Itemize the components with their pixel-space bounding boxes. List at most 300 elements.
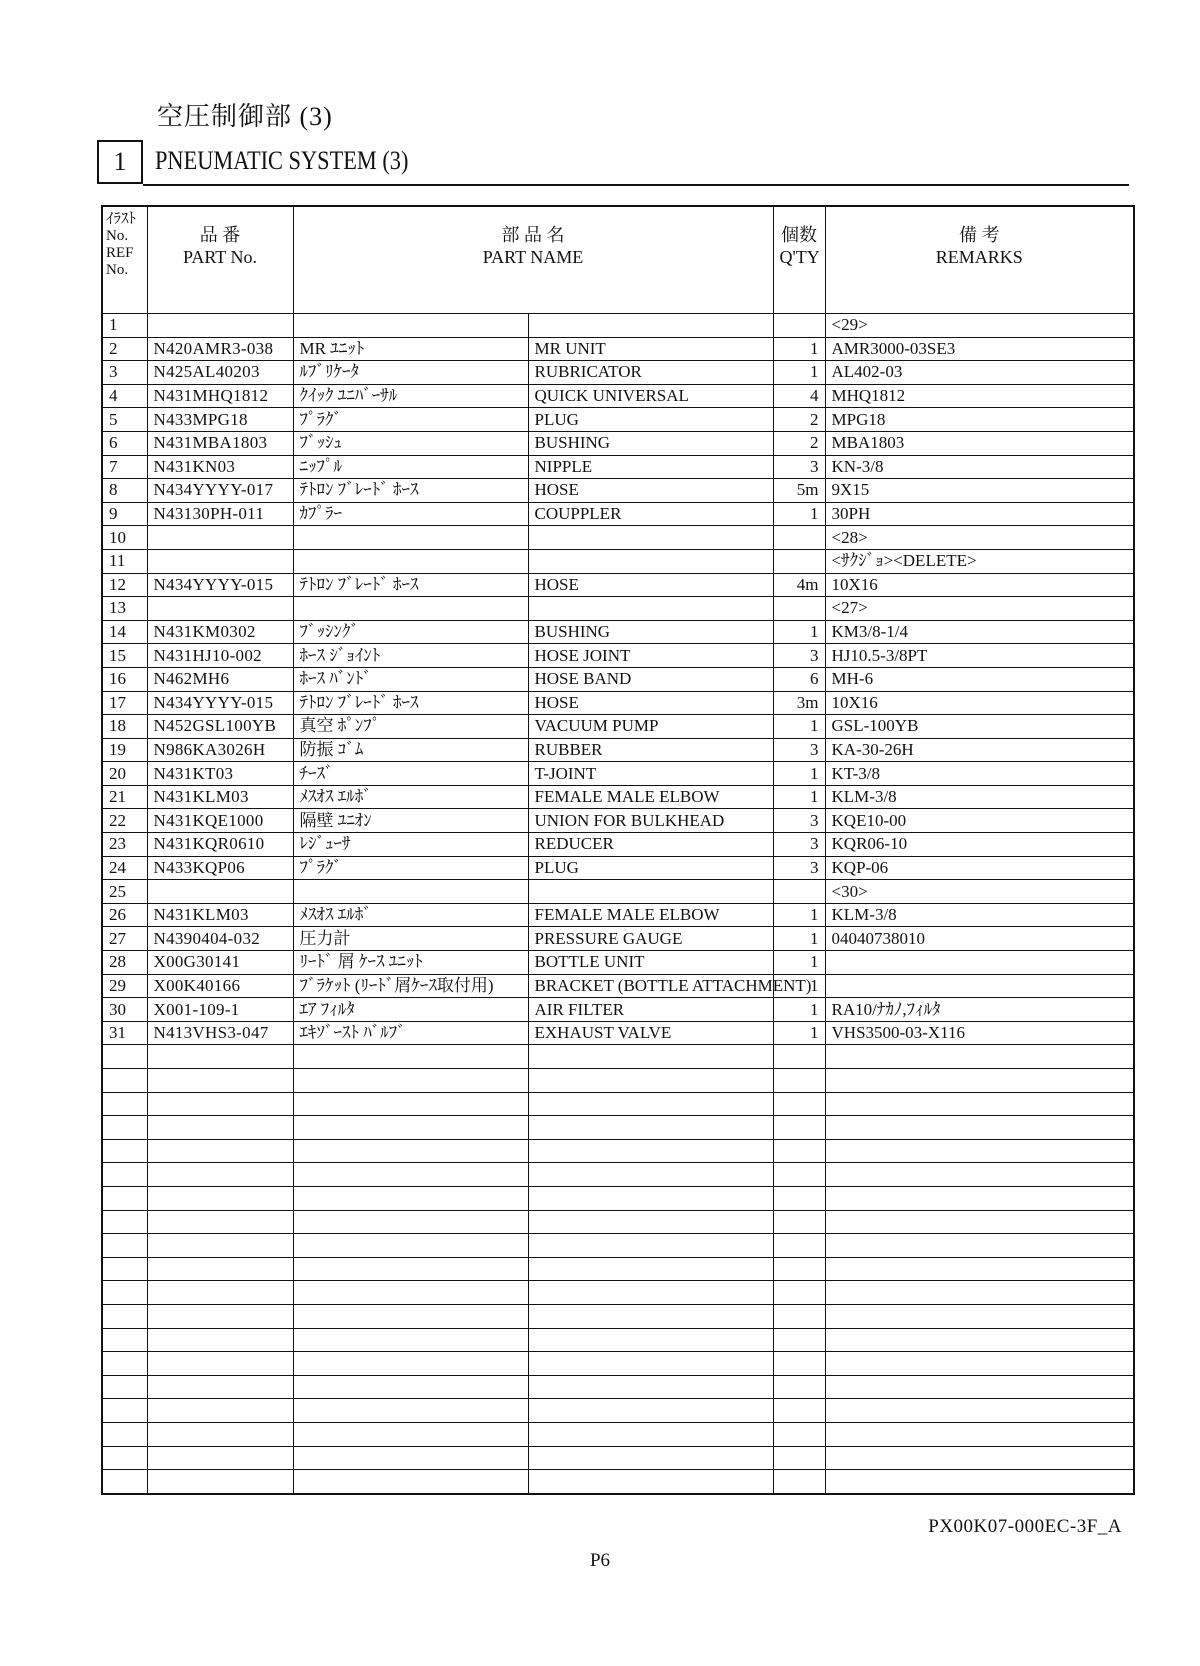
- part-name-jp-cell: ﾌﾞﾗｹｯﾄ (ﾘｰﾄﾞ屑ｹｰｽ取付用): [293, 974, 528, 998]
- part-no-cell: N420AMR3-038: [147, 337, 293, 361]
- qty-cell: 3: [773, 644, 825, 668]
- empty-cell: [773, 1116, 825, 1140]
- empty-cell: [773, 1210, 825, 1234]
- ref-cell: 11: [102, 549, 147, 573]
- empty-cell: [825, 1352, 1134, 1376]
- title-underline: [143, 184, 1129, 186]
- qty-cell: [773, 526, 825, 550]
- part-name-jp-cell: ﾒｽｵｽ ｴﾙﾎﾞ: [293, 785, 528, 809]
- empty-cell: [528, 1234, 773, 1258]
- empty-table-row: [102, 1045, 1134, 1069]
- ref-cell: 7: [102, 455, 147, 479]
- remarks-cell: MH-6: [825, 667, 1134, 691]
- empty-cell: [773, 1422, 825, 1446]
- table-row: [102, 762, 1134, 786]
- document-code: PX00K07-000EC-3F_A: [928, 1516, 1122, 1537]
- ref-cell: 25: [102, 880, 147, 904]
- part-name-en-cell: FEMALE MALE ELBOW: [528, 903, 773, 927]
- empty-table-row: [102, 1139, 1134, 1163]
- remarks-cell: 10X16: [825, 691, 1134, 715]
- part-name-jp-cell: ﾁｰｽﾞ: [293, 762, 528, 786]
- empty-table-row: [102, 1446, 1134, 1470]
- qty-cell: 3: [773, 856, 825, 880]
- empty-table-row: [102, 1092, 1134, 1116]
- parts-list-table: [101, 205, 1135, 1495]
- empty-cell: [293, 1399, 528, 1423]
- qty-cell: 2: [773, 408, 825, 432]
- remarks-cell: KQP-06: [825, 856, 1134, 880]
- part-name-jp-cell: [293, 314, 528, 338]
- empty-cell: [528, 1352, 773, 1376]
- part-no-cell: N431KLM03: [147, 903, 293, 927]
- empty-cell: [528, 1304, 773, 1328]
- ref-cell: 20: [102, 762, 147, 786]
- empty-cell: [825, 1210, 1134, 1234]
- table-row: [102, 833, 1134, 857]
- part-name-en-cell: HOSE: [528, 479, 773, 503]
- ref-cell: 9: [102, 502, 147, 526]
- remarks-cell: 9X15: [825, 479, 1134, 503]
- table-row: [102, 314, 1134, 338]
- part-name-jp-cell: [293, 597, 528, 621]
- part-name-header: 部 品 名 PART NAME: [293, 206, 773, 314]
- empty-cell: [528, 1092, 773, 1116]
- qty-cell: 1: [773, 998, 825, 1022]
- section-number-box: 1: [97, 140, 143, 184]
- empty-cell: [147, 1422, 293, 1446]
- empty-cell: [825, 1116, 1134, 1140]
- table-row: [102, 620, 1134, 644]
- ref-cell: 6: [102, 431, 147, 455]
- remarks-cell: 30PH: [825, 502, 1134, 526]
- ref-cell: 29: [102, 974, 147, 998]
- qty-cell: 1: [773, 1021, 825, 1045]
- part-name-en-cell: PRESSURE GAUGE: [528, 927, 773, 951]
- ref-cell: 28: [102, 951, 147, 975]
- ref-cell: 19: [102, 738, 147, 762]
- empty-cell: [528, 1422, 773, 1446]
- part-name-en-cell: QUICK UNIVERSAL: [528, 384, 773, 408]
- empty-cell: [773, 1446, 825, 1470]
- part-name-jp-cell: ﾆｯﾌﾟﾙ: [293, 455, 528, 479]
- part-no-cell: N433MPG18: [147, 408, 293, 432]
- empty-cell: [825, 1069, 1134, 1093]
- empty-cell: [102, 1470, 147, 1494]
- part-name-jp-cell: ｶﾌﾟﾗｰ: [293, 502, 528, 526]
- part-no-cell: N434YYYY-015: [147, 573, 293, 597]
- qty-cell: [773, 549, 825, 573]
- empty-cell: [293, 1045, 528, 1069]
- empty-cell: [102, 1446, 147, 1470]
- remarks-header: 備 考 REMARKS: [825, 206, 1134, 314]
- ref-cell: 2: [102, 337, 147, 361]
- empty-cell: [147, 1352, 293, 1376]
- remarks-cell: AMR3000-03SE3: [825, 337, 1134, 361]
- empty-cell: [102, 1257, 147, 1281]
- qty-cell: 1: [773, 974, 825, 998]
- empty-cell: [825, 1328, 1134, 1352]
- remarks-cell: KA-30-26H: [825, 738, 1134, 762]
- page-title-japanese: 空圧制御部 (3): [157, 102, 333, 131]
- empty-cell: [773, 1139, 825, 1163]
- empty-cell: [293, 1163, 528, 1187]
- part-name-en-cell: EXHAUST VALVE: [528, 1021, 773, 1045]
- remarks-cell: HJ10.5-3/8PT: [825, 644, 1134, 668]
- part-name-en-cell: RUBBER: [528, 738, 773, 762]
- qty-cell: 3: [773, 809, 825, 833]
- qty-cell: 1: [773, 620, 825, 644]
- empty-cell: [528, 1328, 773, 1352]
- table-row: [102, 408, 1134, 432]
- part-no-cell: N452GSL100YB: [147, 715, 293, 739]
- empty-cell: [528, 1375, 773, 1399]
- remarks-cell: KQE10-00: [825, 809, 1134, 833]
- empty-cell: [147, 1116, 293, 1140]
- empty-cell: [293, 1069, 528, 1093]
- table-row: [102, 974, 1134, 998]
- ref-cell: 3: [102, 361, 147, 385]
- qty-header: 個数 Q'TY: [773, 206, 825, 314]
- part-no-cell: N43130PH-011: [147, 502, 293, 526]
- remarks-cell: 04040738010: [825, 927, 1134, 951]
- empty-table-row: [102, 1470, 1134, 1494]
- qty-cell: 3: [773, 455, 825, 479]
- empty-table-row: [102, 1281, 1134, 1305]
- empty-cell: [773, 1234, 825, 1258]
- ref-cell: 26: [102, 903, 147, 927]
- empty-cell: [825, 1375, 1134, 1399]
- table-row: [102, 880, 1134, 904]
- table-row: [102, 856, 1134, 880]
- part-no-cell: [147, 597, 293, 621]
- ref-cell: 12: [102, 573, 147, 597]
- part-name-en-cell: [528, 597, 773, 621]
- ref-cell: 27: [102, 927, 147, 951]
- empty-cell: [147, 1210, 293, 1234]
- empty-cell: [825, 1422, 1134, 1446]
- empty-table-row: [102, 1210, 1134, 1234]
- ref-cell: 24: [102, 856, 147, 880]
- part-name-jp-cell: 防振 ｺﾞﾑ: [293, 738, 528, 762]
- ref-cell: 17: [102, 691, 147, 715]
- empty-cell: [293, 1446, 528, 1470]
- part-no-cell: [147, 526, 293, 550]
- part-no-cell: N431MBA1803: [147, 431, 293, 455]
- table-row: [102, 809, 1134, 833]
- remarks-cell: KT-3/8: [825, 762, 1134, 786]
- part-name-en-cell: MR UNIT: [528, 337, 773, 361]
- empty-cell: [825, 1139, 1134, 1163]
- part-name-jp-cell: ﾎｰｽ ｼﾞｮｲﾝﾄ: [293, 644, 528, 668]
- table-row: [102, 502, 1134, 526]
- part-name-en-cell: BRACKET (BOTTLE ATTACHMENT): [528, 974, 773, 998]
- empty-cell: [773, 1304, 825, 1328]
- ref-cell: 22: [102, 809, 147, 833]
- part-no-cell: N413VHS3-047: [147, 1021, 293, 1045]
- table-row: [102, 644, 1134, 668]
- empty-cell: [147, 1139, 293, 1163]
- empty-cell: [147, 1045, 293, 1069]
- empty-table-row: [102, 1399, 1134, 1423]
- part-no-cell: N425AL40203: [147, 361, 293, 385]
- empty-cell: [102, 1281, 147, 1305]
- empty-cell: [102, 1092, 147, 1116]
- ref-cell: 5: [102, 408, 147, 432]
- empty-cell: [773, 1045, 825, 1069]
- empty-table-row: [102, 1257, 1134, 1281]
- part-no-cell: X00K40166: [147, 974, 293, 998]
- empty-cell: [147, 1375, 293, 1399]
- part-no-cell: N434YYYY-015: [147, 691, 293, 715]
- empty-cell: [147, 1186, 293, 1210]
- remarks-cell: <30>: [825, 880, 1134, 904]
- empty-cell: [825, 1257, 1134, 1281]
- empty-cell: [825, 1304, 1134, 1328]
- empty-cell: [102, 1352, 147, 1376]
- remarks-cell: <ｻｸｼﾞｮ><DELETE>: [825, 549, 1134, 573]
- ref-cell: 8: [102, 479, 147, 503]
- empty-cell: [293, 1352, 528, 1376]
- part-name-jp-cell: [293, 549, 528, 573]
- part-no-cell: [147, 549, 293, 573]
- empty-cell: [825, 1281, 1134, 1305]
- empty-cell: [293, 1092, 528, 1116]
- part-name-en-cell: RUBRICATOR: [528, 361, 773, 385]
- empty-cell: [293, 1186, 528, 1210]
- empty-cell: [825, 1470, 1134, 1494]
- qty-cell: 1: [773, 715, 825, 739]
- part-name-jp-cell: ﾌﾞｯｼｭ: [293, 431, 528, 455]
- table-row: [102, 691, 1134, 715]
- part-no-cell: N431KN03: [147, 455, 293, 479]
- table-row: [102, 667, 1134, 691]
- part-name-en-cell: BUSHING: [528, 431, 773, 455]
- empty-cell: [147, 1257, 293, 1281]
- empty-cell: [102, 1045, 147, 1069]
- empty-cell: [102, 1186, 147, 1210]
- table-row: [102, 455, 1134, 479]
- qty-cell: 5m: [773, 479, 825, 503]
- ref-cell: 10: [102, 526, 147, 550]
- empty-cell: [825, 1446, 1134, 1470]
- page-title-english: PNEUMATIC SYSTEM (3): [155, 146, 409, 175]
- qty-cell: 4m: [773, 573, 825, 597]
- part-name-en-cell: HOSE JOINT: [528, 644, 773, 668]
- table-row: [102, 715, 1134, 739]
- empty-cell: [528, 1116, 773, 1140]
- part-no-cell: [147, 880, 293, 904]
- qty-cell: [773, 314, 825, 338]
- part-name-en-cell: VACUUM PUMP: [528, 715, 773, 739]
- part-name-en-cell: AIR FILTER: [528, 998, 773, 1022]
- empty-cell: [773, 1069, 825, 1093]
- ref-cell: 23: [102, 833, 147, 857]
- empty-cell: [528, 1257, 773, 1281]
- empty-cell: [102, 1328, 147, 1352]
- empty-table-row: [102, 1304, 1134, 1328]
- empty-cell: [293, 1116, 528, 1140]
- empty-cell: [102, 1304, 147, 1328]
- empty-cell: [147, 1281, 293, 1305]
- ref-cell: 13: [102, 597, 147, 621]
- remarks-cell: MBA1803: [825, 431, 1134, 455]
- empty-table-row: [102, 1328, 1134, 1352]
- empty-table-row: [102, 1163, 1134, 1187]
- empty-cell: [825, 1234, 1134, 1258]
- part-name-jp-cell: ﾃﾄﾛﾝ ﾌﾞﾚｰﾄﾞ ﾎｰｽ: [293, 573, 528, 597]
- part-no-cell: N431KLM03: [147, 785, 293, 809]
- remarks-cell: KM3/8-1/4: [825, 620, 1134, 644]
- table-row: [102, 573, 1134, 597]
- remarks-cell: <28>: [825, 526, 1134, 550]
- remarks-cell: KQR06-10: [825, 833, 1134, 857]
- table-row: [102, 998, 1134, 1022]
- remarks-cell: KLM-3/8: [825, 785, 1134, 809]
- empty-cell: [528, 1210, 773, 1234]
- table-row: [102, 384, 1134, 408]
- ref-cell: 14: [102, 620, 147, 644]
- empty-cell: [293, 1257, 528, 1281]
- ref-cell: 21: [102, 785, 147, 809]
- remarks-cell: KN-3/8: [825, 455, 1134, 479]
- parts-list-body: [102, 314, 1134, 1494]
- ref-cell: 16: [102, 667, 147, 691]
- empty-cell: [147, 1304, 293, 1328]
- part-name-jp-cell: [293, 526, 528, 550]
- empty-cell: [528, 1281, 773, 1305]
- ref-cell: 31: [102, 1021, 147, 1045]
- remarks-cell: AL402-03: [825, 361, 1134, 385]
- remarks-cell: MHQ1812: [825, 384, 1134, 408]
- part-name-jp-cell: ﾃﾄﾛﾝ ﾌﾞﾚｰﾄﾞ ﾎｰｽ: [293, 479, 528, 503]
- qty-cell: 3m: [773, 691, 825, 715]
- table-row: [102, 597, 1134, 621]
- empty-cell: [102, 1210, 147, 1234]
- part-name-en-cell: [528, 549, 773, 573]
- qty-cell: 1: [773, 337, 825, 361]
- empty-cell: [528, 1399, 773, 1423]
- qty-cell: 6: [773, 667, 825, 691]
- remarks-cell: 10X16: [825, 573, 1134, 597]
- part-name-en-cell: UNION FOR BULKHEAD: [528, 809, 773, 833]
- ref-cell: 4: [102, 384, 147, 408]
- empty-cell: [293, 1422, 528, 1446]
- part-name-en-cell: NIPPLE: [528, 455, 773, 479]
- part-name-en-cell: [528, 314, 773, 338]
- qty-cell: [773, 597, 825, 621]
- empty-cell: [102, 1399, 147, 1423]
- empty-cell: [825, 1045, 1134, 1069]
- qty-cell: 4: [773, 384, 825, 408]
- empty-table-row: [102, 1375, 1134, 1399]
- empty-cell: [773, 1186, 825, 1210]
- part-no-cell: N431KT03: [147, 762, 293, 786]
- part-name-en-cell: T-JOINT: [528, 762, 773, 786]
- part-no-cell: [147, 314, 293, 338]
- qty-cell: 2: [773, 431, 825, 455]
- part-name-jp-cell: MR ﾕﾆｯﾄ: [293, 337, 528, 361]
- empty-cell: [293, 1281, 528, 1305]
- table-row: [102, 785, 1134, 809]
- part-name-jp-cell: ｴｷｿﾞｰｽﾄ ﾊﾞﾙﾌﾞ: [293, 1021, 528, 1045]
- empty-cell: [773, 1328, 825, 1352]
- qty-cell: 1: [773, 951, 825, 975]
- part-name-jp-cell: ﾌﾟﾗｸﾞ: [293, 856, 528, 880]
- empty-cell: [102, 1234, 147, 1258]
- part-no-cell: N433KQP06: [147, 856, 293, 880]
- empty-cell: [773, 1352, 825, 1376]
- empty-cell: [293, 1304, 528, 1328]
- part-name-jp-cell: ﾃﾄﾛﾝ ﾌﾞﾚｰﾄﾞ ﾎｰｽ: [293, 691, 528, 715]
- part-name-jp-cell: 圧力計: [293, 927, 528, 951]
- table-row: [102, 903, 1134, 927]
- table-row: [102, 431, 1134, 455]
- empty-cell: [147, 1399, 293, 1423]
- part-no-cell: N431MHQ1812: [147, 384, 293, 408]
- empty-table-row: [102, 1186, 1134, 1210]
- empty-cell: [102, 1116, 147, 1140]
- ref-cell: 1: [102, 314, 147, 338]
- empty-cell: [528, 1186, 773, 1210]
- part-no-cell: N431KQR0610: [147, 833, 293, 857]
- part-name-jp-cell: ﾘｰﾄﾞ 屑 ｹｰｽ ﾕﾆｯﾄ: [293, 951, 528, 975]
- part-name-jp-cell: ﾚｼﾞｭｰｻ: [293, 833, 528, 857]
- empty-cell: [528, 1470, 773, 1494]
- remarks-cell: KLM-3/8: [825, 903, 1134, 927]
- qty-cell: 1: [773, 785, 825, 809]
- part-no-cell: N431HJ10-002: [147, 644, 293, 668]
- empty-cell: [293, 1139, 528, 1163]
- qty-cell: 1: [773, 903, 825, 927]
- empty-table-row: [102, 1069, 1134, 1093]
- qty-cell: 1: [773, 927, 825, 951]
- part-no-header: 品 番 PART No.: [147, 206, 293, 314]
- empty-cell: [773, 1281, 825, 1305]
- remarks-cell: VHS3500-03-X116: [825, 1021, 1134, 1045]
- empty-cell: [773, 1375, 825, 1399]
- empty-cell: [102, 1069, 147, 1093]
- empty-cell: [528, 1446, 773, 1470]
- part-name-jp-cell: ｴｱ ﾌｨﾙﾀ: [293, 998, 528, 1022]
- empty-cell: [102, 1422, 147, 1446]
- ref-cell: 15: [102, 644, 147, 668]
- empty-table-row: [102, 1422, 1134, 1446]
- part-name-jp-cell: ﾌﾟﾗｸﾞ: [293, 408, 528, 432]
- table-row: [102, 738, 1134, 762]
- empty-cell: [147, 1163, 293, 1187]
- qty-cell: 1: [773, 762, 825, 786]
- table-row: [102, 549, 1134, 573]
- table-header-row: [102, 206, 1134, 314]
- empty-cell: [147, 1234, 293, 1258]
- table-row: [102, 927, 1134, 951]
- table-row: [102, 1021, 1134, 1045]
- empty-cell: [102, 1375, 147, 1399]
- empty-cell: [102, 1163, 147, 1187]
- empty-cell: [528, 1045, 773, 1069]
- part-no-cell: N462MH6: [147, 667, 293, 691]
- empty-table-row: [102, 1352, 1134, 1376]
- empty-cell: [147, 1328, 293, 1352]
- part-name-en-cell: HOSE: [528, 573, 773, 597]
- section-title-row: [97, 140, 1129, 186]
- remarks-cell: [825, 951, 1134, 975]
- empty-cell: [293, 1210, 528, 1234]
- remarks-cell: GSL-100YB: [825, 715, 1134, 739]
- part-name-jp-cell: ﾙﾌﾞﾘｹｰﾀ: [293, 361, 528, 385]
- part-name-en-cell: FEMALE MALE ELBOW: [528, 785, 773, 809]
- part-name-jp-cell: 隔壁 ﾕﾆｵﾝ: [293, 809, 528, 833]
